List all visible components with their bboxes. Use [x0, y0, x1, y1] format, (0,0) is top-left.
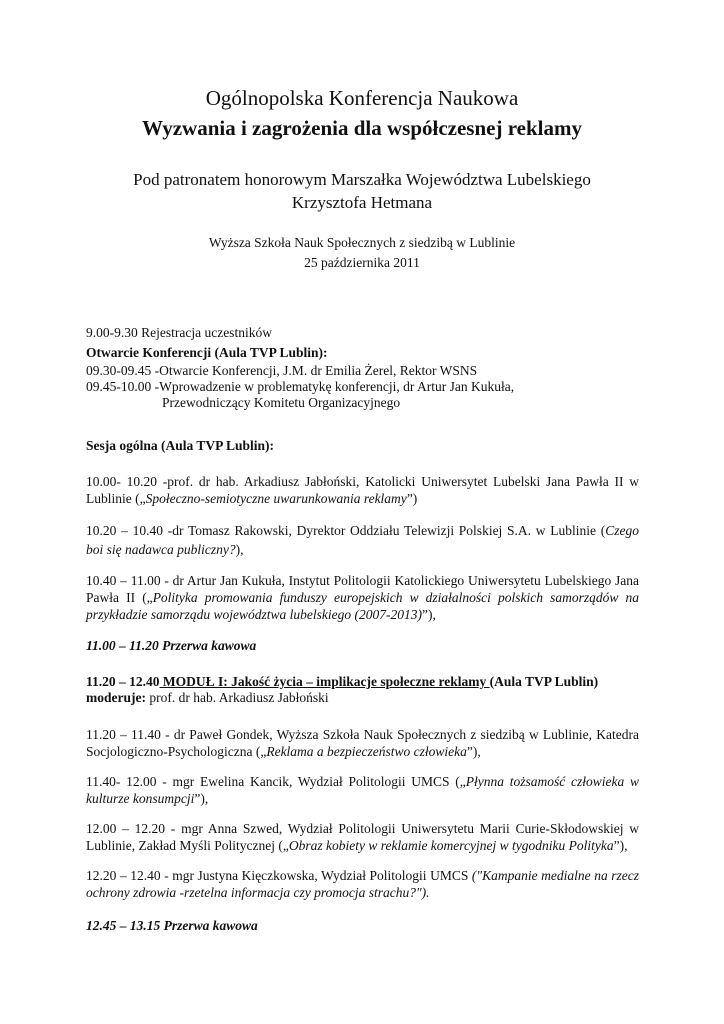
conference-title: Ogólnopolska Konferencja Naukowa — [205, 86, 519, 110]
talk-item: 10.00- 10.20 -prof. dr hab. Arkadiusz Jabłoński, Katolicki Uniwersytet Lubelski Jana Pawła II w Lublinie („Społeczno-semiotyczne uwarunkowania reklamy”) — [86, 474, 639, 506]
general-session-heading: Sesja ogólna (Aula TVP Lublin): — [86, 438, 275, 453]
module-heading: 11.20 – 12.40 MODUŁ I: Jakość życia – implikacje społeczne reklamy (Aula TVP Lublin) — [86, 674, 599, 689]
patronage-line: Pod patronatem honorowym Marszałka Województwa Lubelskiego — [133, 170, 591, 189]
conference-date: 25 października 2011 — [304, 255, 420, 270]
talk-item: 12.00 – 12.20 - mgr Anna Szwed, Wydział Politologii Uniwersytetu Marii Curie-Skłodowskiej w Lublinie, Zakład Myśli Politycznej („Obraz kobiety w reklamie komercyjnej w tygodniku Polityka”), — [86, 821, 639, 853]
conference-subtitle: Wyzwania i zagrożenia dla współczesnej reklamy — [142, 116, 582, 140]
institution: Wyższa Szkoła Nauk Społecznych z siedzibą w Lublinie — [208, 235, 516, 250]
talk-item: 11.40- 12.00 - mgr Ewelina Kancik, Wydział Politologii UMCS („Płynna tożsamość człowieka w kulturze konsumpcji”), — [86, 774, 639, 806]
talk-item: 11.20 – 11.40 - dr Paweł Gondek, Wyższa Szkoła Nauk Społecznych z siedzibą w Lublinie, Katedra Socjologiczno-Psychologiczna („Reklama a bezpieczeństwo człowieka”), — [86, 727, 639, 759]
opening-heading: Otwarcie Konferencji (Aula TVP Lublin): — [86, 345, 328, 360]
talk-item: 12.20 – 12.40 - mgr Justyna Kięczkowska, Wydział Politologii UMCS ("Kampanie medialne na rzecz ochrony zdrowia -rzetelna informacja czy promocja strachu?"). — [86, 868, 639, 900]
opening-item: 09.30-09.45 -Otwarcie Konferencji, J.M. dr Emilia Żerel, Rektor WSNS — [86, 363, 478, 378]
talk-item: 10.40 – 11.00 - dr Artur Jan Kukuła, Instytut Politologii Katolickiego Uniwersytetu Lubelskiego Jana Pawła II („Polityka promowania funduszy europejskich w działalności polskich samorządów na przykładzie samorządu województwa lubelskiego (2007-2013)”), — [86, 573, 639, 622]
coffee-break: 12.45 – 13.15 Przerwa kawowa — [86, 918, 258, 933]
opening-item-continuation: Przewodniczący Komitetu Organizacyjnego — [162, 395, 401, 410]
opening-item: 09.45-10.00 -Wprowadzenie w problematykę konferencji, dr Artur Jan Kukuła, — [86, 379, 515, 394]
coffee-break: 11.00 – 11.20 Przerwa kawowa — [86, 638, 257, 653]
talk-item: 10.20 – 10.40 -dr Tomasz Rakowski, Dyrektor Oddziału Telewizji Polskiej S.A. w Lublinie (Czego boi się nadawca publiczny?), — [86, 523, 639, 557]
registration: 9.00-9.30 Rejestracja uczestników — [86, 325, 272, 340]
patron-name: Krzysztofa Hetmana — [291, 193, 433, 212]
module-moderator: moderuje: prof. dr hab. Arkadiusz Jabłoński — [86, 690, 329, 705]
